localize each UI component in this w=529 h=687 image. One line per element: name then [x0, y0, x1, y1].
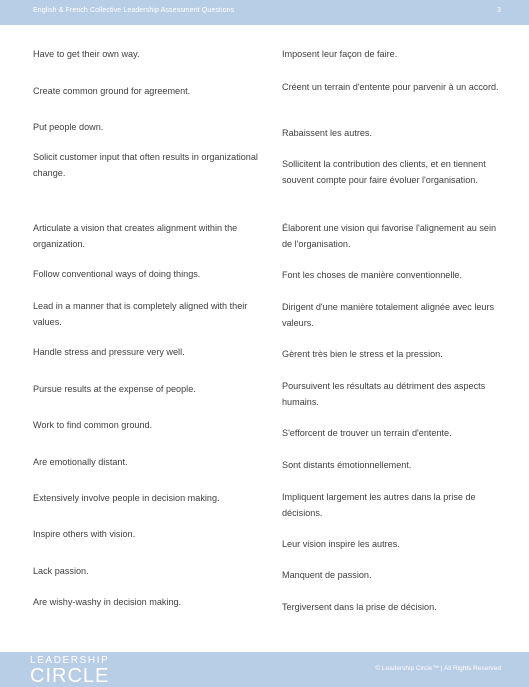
french-item: Impliquent largement les autres dans la prise de décisions.	[282, 492, 476, 518]
english-item: Extensively involve people in decision making.	[33, 493, 220, 503]
english-item: Are emotionally distant.	[33, 457, 128, 467]
logo-bottom-text: CIRCLE	[30, 665, 110, 687]
english-item: Are wishy-washy in decision making.	[33, 597, 182, 607]
french-item: Sont distants émotionnellement.	[282, 460, 412, 470]
french-item: Gèrent très bien le stress et la pression.	[282, 349, 443, 359]
english-item: Follow conventional ways of doing things.	[33, 269, 201, 279]
english-item: Articulate a vision that creates alignment within the organization.	[33, 223, 238, 249]
copyright-notice: © Leadership Circle™ | All Rights Reserved	[375, 665, 501, 672]
english-item: Lead in a manner that is completely aligned with their values.	[33, 301, 248, 327]
header-title: English & French Collective Leadership Assessment Questions	[33, 7, 235, 14]
french-item: Tergiversent dans la prise de décision.	[282, 602, 437, 612]
french-item: Poursuivent les résultats au détriment des aspects humains.	[282, 381, 486, 407]
french-item: Rabaissent les autres.	[282, 128, 372, 138]
french-item: Créent un terrain d'entente pour parvenir à un accord.	[282, 82, 499, 92]
french-item: Leur vision inspire les autres.	[282, 539, 400, 549]
page-number: 3	[497, 7, 501, 14]
logo-top-text: LEADERSHIP	[30, 655, 110, 666]
french-item: S'efforcent de trouver un terrain d'entente.	[282, 428, 452, 438]
french-item: Manquent de passion.	[282, 570, 372, 580]
english-item: Create common ground for agreement.	[33, 86, 191, 96]
english-item: Inspire others with vision.	[33, 529, 136, 539]
english-item: Have to get their own way.	[33, 49, 140, 59]
english-item: Pursue results at the expense of people.	[33, 384, 196, 394]
french-item: Imposent leur façon de faire.	[282, 49, 398, 59]
page-header	[0, 0, 529, 25]
page-footer	[0, 652, 529, 687]
leadership-circle-logo	[30, 655, 109, 686]
english-item: Lack passion.	[33, 566, 89, 576]
french-item: Sollicitent la contribution des clients, et en tiennent souvent compte pour faire évoluer l'organisation.	[282, 159, 486, 185]
french-item: Élaborent une vision qui favorise l'alignement au sein de l'organisation.	[282, 223, 497, 249]
french-item: Font les choses de manière conventionnelle.	[282, 270, 462, 280]
english-item: Put people down.	[33, 122, 104, 132]
english-item: Solicit customer input that often results in organizational change.	[33, 152, 258, 178]
french-item: Dirigent d'une manière totalement alignée avec leurs valeurs.	[282, 302, 495, 328]
english-item: Work to find common ground.	[33, 420, 153, 430]
english-item: Handle stress and pressure very well.	[33, 347, 185, 357]
